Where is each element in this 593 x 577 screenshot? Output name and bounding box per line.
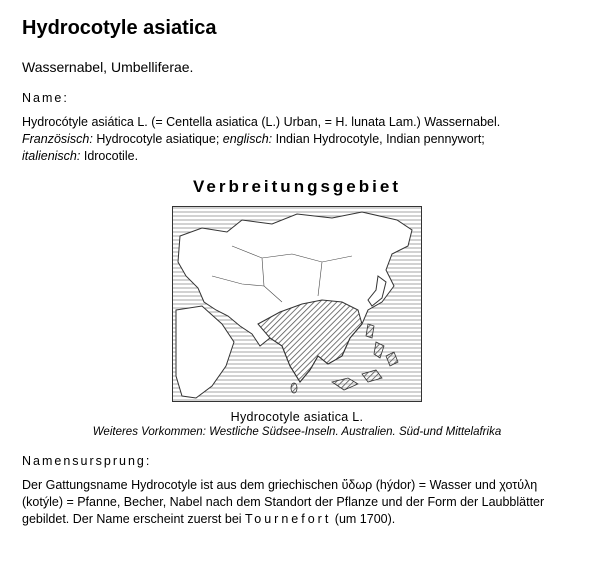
map-caption: Hydrocotyle asiatica L.	[230, 410, 364, 424]
distribution-block	[22, 177, 572, 439]
map-sri-lanka	[291, 383, 297, 393]
english-name: Indian Hydrocotyle, Indian pennywort;	[272, 132, 485, 146]
origin-section-heading: Namensursprung:	[22, 454, 152, 468]
document-page	[22, 14, 572, 528]
origin-section-text	[22, 477, 572, 528]
map-note: Weiteres Vorkommen: Westliche Südsee-Inseln. Australien. Süd-und Mittelafrika	[92, 426, 502, 438]
botanical-name-line: Hydrocótyle asiática L. (= Centella asiatica (L.) Urban, = H. lunata Lam.) Wassernabel.	[22, 115, 501, 129]
origin-author: Tournefort	[245, 512, 332, 526]
distribution-map-image	[172, 206, 422, 402]
english-label: englisch:	[222, 132, 273, 146]
origin-text-main: Der Gattungsname Hydrocotyle ist aus dem griechischen ὕδωρ (hýdor) = Wasser und χοτύλη (kotýle) = Pfanne, Becher, Nabel nach dem Standort der Pflanze und der Form der Laubblätter gebildet. Der Name erscheint zuerst bei	[22, 478, 545, 526]
page-subtitle: Wassernabel, Umbelliferae.	[22, 59, 194, 75]
french-label: Französisch:	[22, 132, 93, 146]
name-section-heading: Name:	[22, 91, 69, 105]
origin-text-end: (um 1700).	[331, 512, 396, 526]
page-title: Hydrocotyle asiatica	[22, 17, 217, 39]
french-name: Hydrocotyle asiatique;	[92, 132, 223, 146]
italian-name: Idrocotile.	[80, 149, 139, 163]
italian-label: italienisch:	[22, 149, 81, 163]
name-section-text	[22, 114, 572, 165]
distribution-heading: Verbreitungsgebiet	[193, 177, 401, 196]
